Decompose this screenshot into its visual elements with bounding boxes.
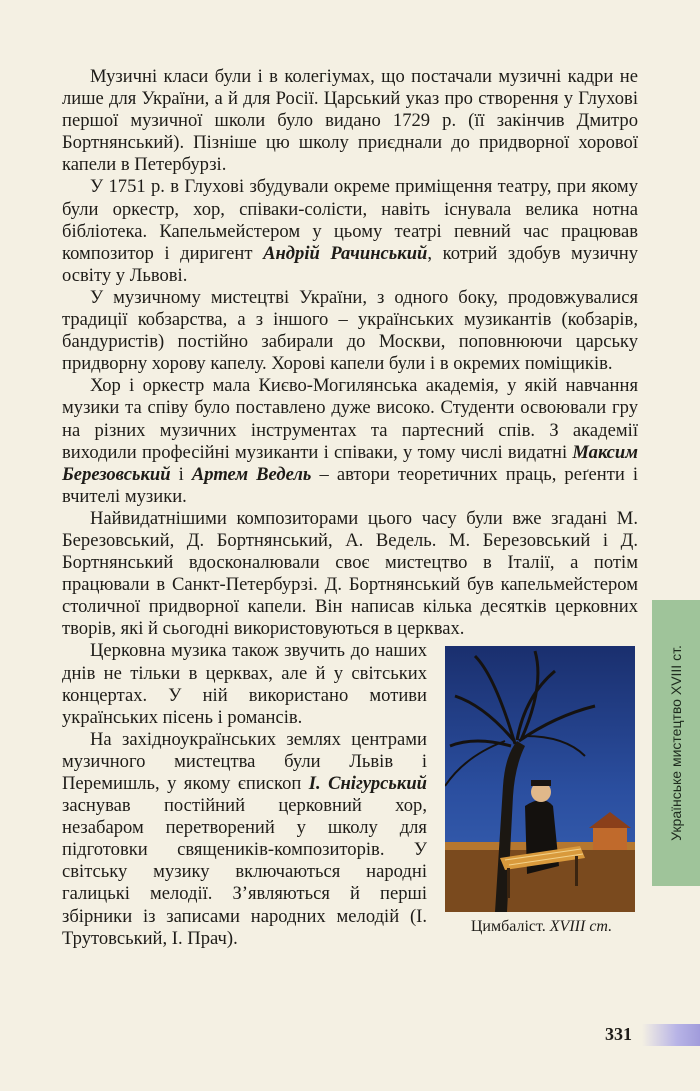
paragraph-3: [62, 287, 638, 375]
figure-caption: [445, 916, 638, 938]
paragraph-2-text-a: У 1751 р. в Глухові збудували окреме приміщення театру, при якому були оркестр, хор, співаки-солісти, навіть існувала велика нотна бібліотека. Капельмейстером у цьому театрі певний час працював композитор і диригент: [62, 176, 638, 264]
caption-century: XVIII ст.: [549, 918, 613, 936]
paragraph-7-text-b: заснував постійний церковний хор, незабаром перетворений у школу для підготовки священиків-композиторів. У світську музику включаються народні галицькі мелодії. З’являються й перші збірники із записами народних мелодій (І. Трутовський, І. Прач).: [62, 795, 427, 949]
painting-illustration: [445, 646, 635, 912]
tsymbalist-painting: [445, 646, 635, 912]
paragraph-3-text: У музичному мистецтві України, з одного боку, продовжувалися традиції кобзарства, а з іншого – українських музикантів (кобзарів, бандуристів) постійно забирали до Москви, поповнюючи царську придворну хорову капелу. Хорові капели були і в окремих поміщиків.: [62, 286, 638, 375]
name-berezovsky: Максим Березовський: [62, 441, 638, 485]
figure: [441, 646, 638, 938]
paragraph-4-text-b: – автори теоретичних праць, реґенти і вчителі музики.: [62, 463, 639, 507]
paragraph-4-text-mid: і: [170, 463, 192, 485]
paragraph-5-text: Найвидатнішими композиторами цього часу були вже згадані М. Березовський, Д. Бортнянський, А. Ведель. М. Березовський і Д. Бортнянський вдосконалювали своє мистецтво в Італії, а потім працювали в Санкт-Петербурзі. Д. Бортнянський був капельмейстером столичної придворної капели. Він написав кілька десятків церковних творів, які й сьогодні використовуються в церквах.: [62, 507, 638, 640]
chapter-side-tab: [652, 600, 700, 886]
page-number: 331: [605, 1024, 632, 1044]
name-vedel: Артем Ведель: [191, 463, 312, 485]
name-snihursky: І. Снігурський: [308, 773, 428, 794]
paragraph-1-text: Музичні класи були і в колегіумах, що постачали музичні кадри не лише для України, а й для Росії. Царський указ про створення у Глухові першої музичної школи було видано 1729 р. (її закінчив Дмитро Бортнянський). Пізніше цю школу приєднали до придворної хорової капели в Петербурзі.: [62, 66, 638, 176]
paragraph-5: [62, 508, 638, 641]
paragraph-4-text-a: Хор і оркестр мала Києво-Могилянська академія, у якій навчання музики та співу було поставлено дуже високо. Студенти освоювали гру на різних музичних інструментах та партесний спів. З академії виходили професійні музиканти і співаки, у тому числі видатні: [62, 375, 638, 463]
paragraph-2: [62, 176, 638, 286]
body-text: [62, 66, 638, 950]
paragraph-4: [62, 375, 638, 508]
name-rachynsky: Андрій Рачинський: [263, 242, 428, 264]
caption-text: Цимбаліст.: [470, 918, 550, 936]
paragraph-2-text-b: , котрий здобув музичну освіту у Львові.: [62, 242, 638, 286]
chapter-side-tab-label: Українське мистецтво XVIII ст.: [668, 645, 684, 841]
figure-wrap-block: [62, 640, 638, 949]
page-number-bar: [642, 1024, 700, 1046]
paragraph-7-text-a: На західноукраїнських землях центрами музичного мистецтва були Львів і Перемишль, у якому єпископ: [62, 728, 427, 794]
paragraph-6-text: Церковна музика також звучить до наших днів не тільки в церквах, але й у світських концертах. У ній використано мотиви українських пісень і романсів.: [62, 640, 427, 728]
paragraph-1: [62, 66, 638, 176]
